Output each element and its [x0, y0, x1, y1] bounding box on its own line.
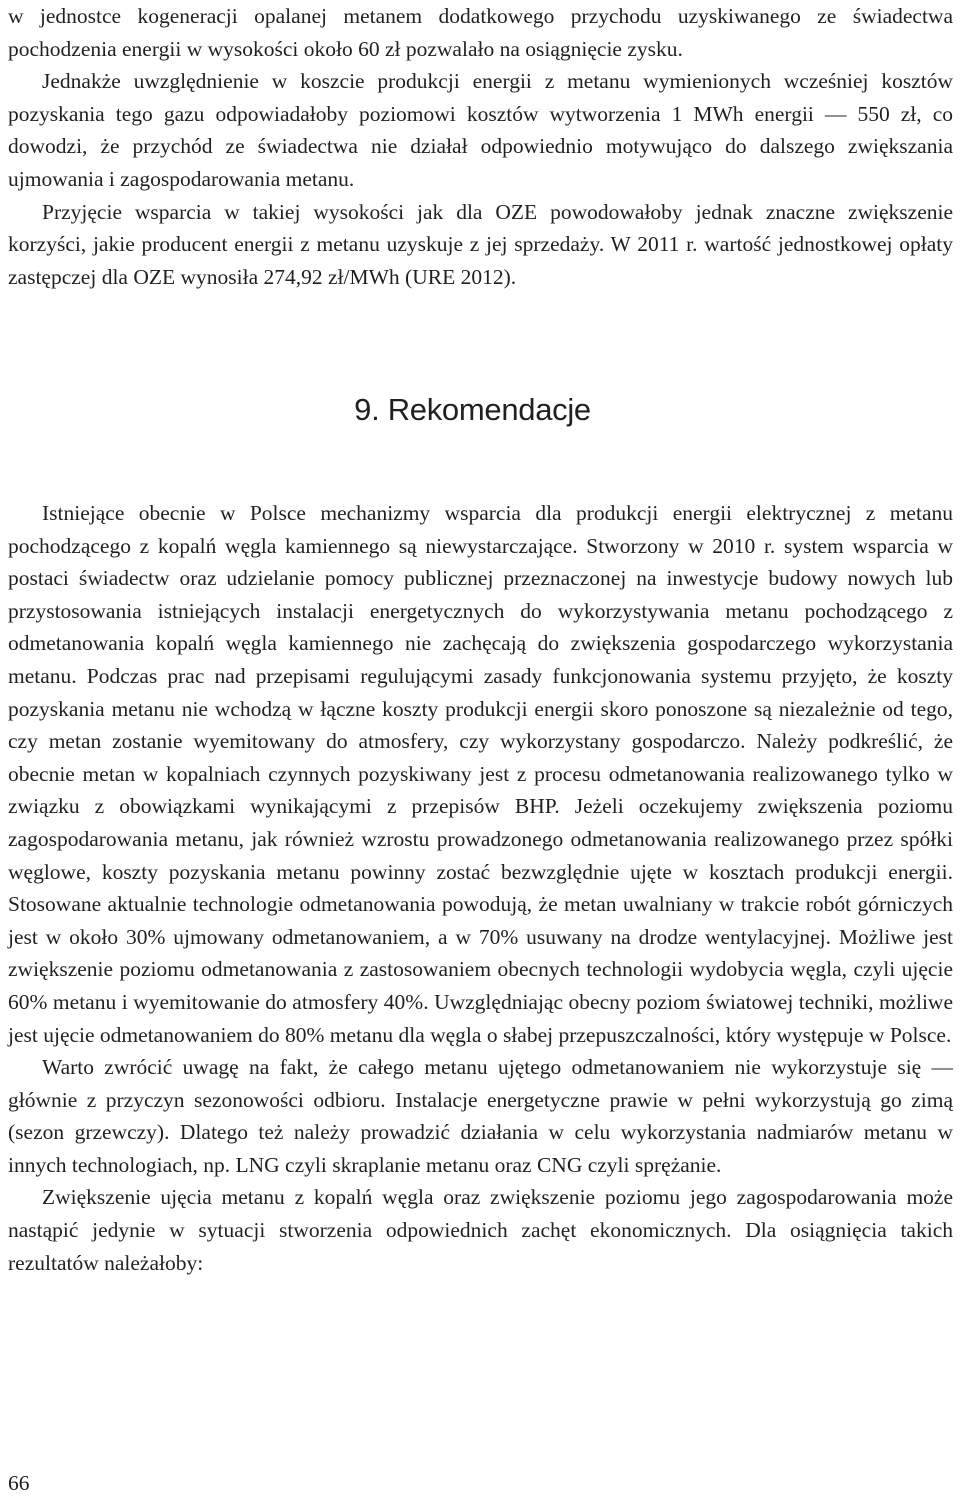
- top-text-block: [8, 0, 953, 293]
- section-heading: 9. Rekomendacje: [354, 392, 591, 427]
- document-page: [8, 0, 953, 293]
- section-paragraph-3: Zwiększenie ujęcia metanu z kopalń węgla oraz zwiększenie poziomu jego zagospodarowania może nastąpić jedynie w sytuacji stworzenia odpowiednich zachęt ekonomicznych. Dla osiągnięcia takich rezultatów należałoby:: [8, 1185, 953, 1275]
- section-body: [8, 497, 953, 1279]
- continuation-paragraph: w jednostce kogeneracji opalanej metanem dodatkowego przychodu uzyskiwanego ze świadectwa pochodzenia energii w wysokości około 60 zł pozwalało na osiągnięcie zysku.: [8, 4, 953, 61]
- section-paragraph-1: Istniejące obecnie w Polsce mechanizmy wsparcia dla produkcji energii elektrycznej z metanu pochodzącego z kopalń węgla kamiennego są niewystarczające. Stworzony w 2010 r. system wsparcia w postaci świadectw oraz udzielanie pomocy publicznej przeznaczonej na inwestycje budowy nowych lub przystosowania istniejących instalacji energetycznych do wykorzystywania metanu pochodzącego z odmetanowania kopalń węgla kamiennego nie zachęcają do zwiększenia gospodarczego wykorzystania metanu. Podczas prac nad przepisami regulującymi zasady funkcjonowania systemu przyjęto, że koszty pozyskania metanu nie wchodzą w łączne koszty produkcji energii skoro ponoszone są niezależnie od tego, czy metan zostanie wyemitowany do atmosfery, czy wykorzystany gospodarczo. Należy podkreślić, że obecnie metan w kopalniach czynnych pozyskiwany jest z procesu odmetanowania realizowanego tylko w związku z obowiązkami wynikającymi z przepisów BHP. Jeżeli oczekujemy zwiększenia poziomu zagospodarowania metanu, jak również wzrostu prowadzonego odmetanowania realizowanego przez spółki węglowe, koszty pozyskania metanu powinny zostać bezwzględnie ujęte w kosztach produkcji energii. Stosowane aktualnie technologie odmetanowania powodują, że metan uwalniany w trakcie robót górniczych jest w około 30% ujmowany odmetanowaniem, a w 70% usuwany na drodze wentylacyjnej. Możliwe jest zwiększenie poziomu odmetanowania z zastosowaniem obecnych technologii wydobycia węgla, czyli ujęcie 60% metanu i wyemitowanie do atmosfery 40%. Uwzględniając obecny poziom światowej techniki, możliwe jest ujęcie odmetanowaniem do 80% metanu dla węgla o słabej przepuszczalności, który występuje w Polsce.: [8, 501, 953, 1047]
- section-paragraph-2: Warto zwrócić uwagę na fakt, że całego metanu ujętego odmetanowaniem nie wykorzystuje się — głównie z przyczyn sezonowości odbioru. Instalacje energetyczne prawie w pełni wykorzystują go zimą (sezon grzewczy). Dlatego też należy prowadzić działania w celu wykorzystania nadmiarów metanu w innych technologiach, np. LNG czyli skraplanie metanu oraz CNG czyli sprężanie.: [8, 1055, 953, 1177]
- page-number: 66: [8, 1471, 30, 1495]
- body-paragraph-2: Przyjęcie wsparcia w takiej wysokości jak dla OZE powodowałoby jednak znaczne zwiększenie korzyści, jakie producent energii z metanu uzyskuje z jej sprzedaży. W 2011 r. wartość jednostkowej opłaty zastępczej dla OZE wynosiła 274,92 zł/MWh (URE 2012).: [8, 199, 953, 289]
- body-paragraph-1: Jednakże uwzględnienie w koszcie produkcji energii z metanu wymienionych wcześniej kosztów pozyskania tego gazu odpowiadałoby poziomowi kosztów wytworzenia 1 MWh energii — 550 zł, co dowodzi, że przychód ze świadectwa nie działał odpowiednio motywująco do dalszego zwiększania ujmowania i zagospodarowania metanu.: [8, 69, 953, 191]
